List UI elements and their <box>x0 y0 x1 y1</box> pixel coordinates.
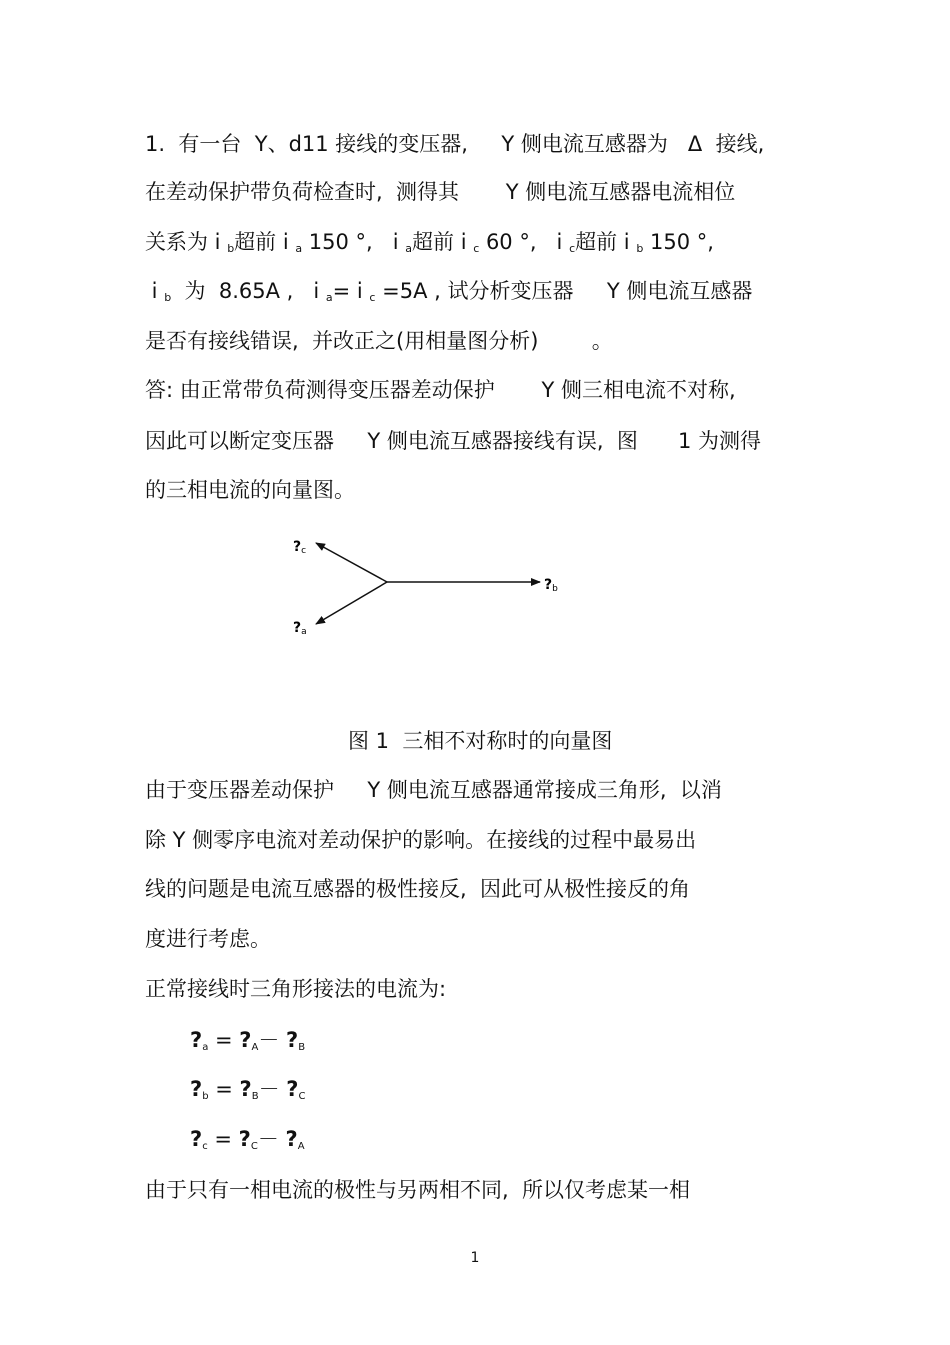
vector-ic-label: ?c <box>293 539 307 556</box>
operator: － <box>258 1077 287 1101</box>
equation-b <box>190 1074 305 1112</box>
subscript: a <box>325 291 333 304</box>
vector-ia-label: ?a <box>293 620 307 637</box>
phasor-mark: ? <box>190 1077 203 1101</box>
para2-line-1: 由于变压器差动保护 Y 侧电流互感器通常接成三角形, 以消 <box>145 778 722 802</box>
question-line-4 <box>145 276 752 313</box>
subscript: B <box>251 1091 259 1102</box>
subscript: a <box>202 1042 209 1053</box>
subscript: A <box>251 1042 259 1053</box>
text-seg: 关系为 i <box>145 230 228 254</box>
answer-line-3: 的三相电流的向量图。 <box>145 478 355 502</box>
phasor-mark: ? <box>190 1127 203 1151</box>
equation-c <box>190 1124 305 1162</box>
subscript: c <box>569 242 576 255</box>
text-seg: 150 °, <box>643 230 714 254</box>
answer-line-1: 答: 由正常带负荷测得变压器差动保护 Y 侧三相电流不对称, <box>145 378 736 402</box>
operator: = <box>208 1028 240 1052</box>
phasor-mark: ? <box>239 1077 252 1101</box>
subscript: c <box>473 242 480 255</box>
operator: = <box>207 1127 239 1151</box>
vector-ic-arrow <box>316 543 387 582</box>
question-line-2: 在差动保护带负荷检查时, 测得其 Y 侧电流互感器电流相位 <box>145 180 736 204</box>
phasor-mark: ? <box>239 1028 252 1052</box>
page-number: 1 <box>470 1250 480 1266</box>
operator: － <box>257 1127 286 1151</box>
equation-a <box>190 1025 305 1063</box>
subscript: A <box>297 1141 305 1152</box>
text-seg: 超前 i <box>575 230 637 254</box>
phasor-mark: ? <box>286 1028 299 1052</box>
text-seg: i <box>145 279 165 303</box>
text-seg: = i <box>332 279 370 303</box>
subscript: b <box>227 242 235 255</box>
figure-caption: 图 1 三相不对称时的向量图 <box>348 729 613 753</box>
question-line-1: 1. 有一台 Y、d11 接线的变压器, Y 侧电流互感器为 Δ 接线, <box>145 132 765 156</box>
vector-ia-arrow <box>316 582 387 624</box>
text-seg: =5A , 试分析变压器 Y 侧电流互感器 <box>375 279 753 303</box>
subscript: B <box>298 1042 306 1053</box>
text-seg: 150 °, i <box>302 230 406 254</box>
phasor-mark: ? <box>190 1028 203 1052</box>
para2-line-4: 度进行考虑。 <box>145 927 271 951</box>
text-seg: 超前 i <box>412 230 474 254</box>
para2-line-2: 除 Y 侧零序电流对差动保护的影响。在接线的过程中最易出 <box>145 828 697 852</box>
operator: = <box>208 1077 240 1101</box>
subscript: C <box>250 1141 258 1152</box>
subscript: b <box>164 291 172 304</box>
normal-wiring-text: 正常接线时三角形接法的电流为: <box>145 977 447 1001</box>
answer-line-2: 因此可以断定变压器 Y 侧电流互感器接线有误, 图 1 为测得 <box>145 429 761 453</box>
para3-line-1: 由于只有一相电流的极性与另两相不同, 所以仅考虑某一相 <box>145 1178 691 1202</box>
text-seg: 为 8.65A , i <box>171 279 326 303</box>
phasor-mark: ? <box>238 1127 251 1151</box>
subscript: b <box>202 1091 209 1102</box>
subscript: c <box>202 1141 208 1152</box>
vector-ib-label: ?b <box>544 577 558 594</box>
subscript: a <box>295 242 303 255</box>
phasor-mark: ? <box>286 1077 299 1101</box>
para2-line-3: 线的问题是电流互感器的极性接反, 因此可从极性接反的角 <box>145 877 691 901</box>
question-line-5: 是否有接线错误, 并改正之(用相量图分析) 。 <box>145 329 613 353</box>
subscript: b <box>636 242 644 255</box>
text-seg: 超前 i <box>234 230 296 254</box>
phasor-diagram <box>280 525 580 645</box>
text-seg: 60 °, i <box>479 230 570 254</box>
phasor-mark: ? <box>285 1127 298 1151</box>
question-line-3 <box>145 227 714 264</box>
subscript: c <box>369 291 376 304</box>
subscript: a <box>405 242 413 255</box>
subscript: C <box>298 1091 306 1102</box>
operator: － <box>258 1028 286 1052</box>
